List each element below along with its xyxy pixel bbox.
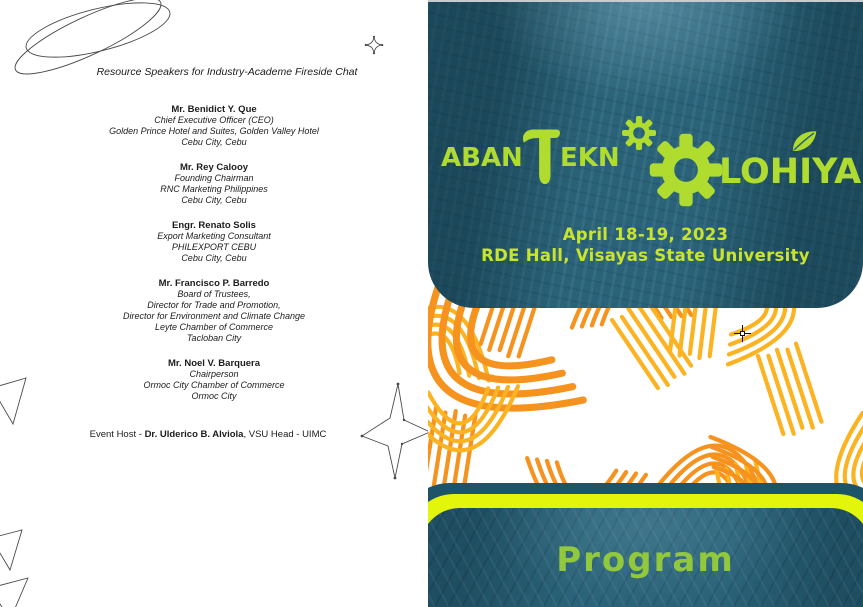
speaker-detail: Ormoc City Chamber of Commerce [143,380,285,390]
event-host-suffix: , VSU Head - UIMC [243,429,327,440]
leaf-icon [789,126,818,155]
triangle-outline-icon [0,528,28,574]
speaker-detail: Tacloban City [186,333,242,343]
speaker-name: Mr. Francisco P. Barredo [158,278,270,289]
speaker-detail: Export Marketing Consultant [157,231,271,241]
event-date: April 18-19, 2023 [562,225,729,244]
logo-text-loh: LOH [719,152,800,192]
logo-text-aban: ABAN [441,143,523,173]
cover-page [428,0,863,607]
speaker-detail: Leyte Chamber of Commerce [154,322,274,332]
page-title: Resource Speakers for Industry-Academe Fireside Chat [96,66,358,78]
logo-text-ya: YA [812,152,862,192]
event-host-prefix: Event Host - [89,429,145,440]
gear-icon-large [649,133,723,207]
speaker-entry [0,278,428,344]
speaker-detail: Cebu City, Cebu [181,137,247,147]
speaker-entry [0,104,428,148]
speaker-entry [0,358,428,402]
speaker-detail: Founding Chairman [174,173,254,183]
event-venue: RDE Hall, Visayas State University [481,246,810,266]
speaker-detail: Cebu City, Cebu [181,195,247,205]
speaker-name: Mr. Benidict Y. Que [171,104,257,115]
left-page [0,0,428,607]
speaker-detail: Chief Executive Officer (CEO) [154,115,274,125]
speaker-name: Mr. Rey Calooy [179,162,249,173]
crosshair-cursor[interactable] [734,325,751,342]
neon-stripe [428,494,863,607]
speaker-detail: Cebu City, Cebu [181,253,247,263]
logo-letter-i: I [799,155,812,190]
speakers-list [0,104,428,416]
speaker-entry [0,220,428,264]
cover-header-panel [428,0,863,308]
event-host-name: Dr. Ulderico B. Alviola [144,429,244,440]
sparkle-icon [365,36,383,54]
speaker-name: Mr. Noel V. Barquera [167,358,261,369]
speaker-detail: Ormoc City [191,391,237,401]
event-date-venue [428,224,863,266]
speaker-entry [0,162,428,206]
event-host-line [0,429,422,440]
logo-text-lohiya [719,152,862,192]
speaker-detail: Chairperson [189,369,239,379]
speaker-detail: Golden Prince Hotel and Suites, Golden Valley Hotel [109,126,319,136]
speaker-detail: Director for Trade and Promotion, [147,300,281,310]
abanteknolohiya-logo [428,112,863,212]
program-title: Program [556,540,735,580]
bottom-teal-band [428,483,863,607]
triangle-outline-icon [0,576,32,607]
ellipse-sketch-icon [10,2,175,68]
logo-text-ekn: EKN [560,143,620,173]
logo-stylized-t [522,128,560,186]
speaker-detail: Director for Environment and Climate Change [122,311,306,321]
program-panel [428,508,863,607]
speaker-name: Engr. Renato Solis [172,220,256,231]
speaker-detail: PHILEXPORT CEBU [171,242,257,252]
speaker-detail: Board of Trustees, [177,289,251,299]
speaker-detail: RNC Marketing Philippines [160,184,268,194]
